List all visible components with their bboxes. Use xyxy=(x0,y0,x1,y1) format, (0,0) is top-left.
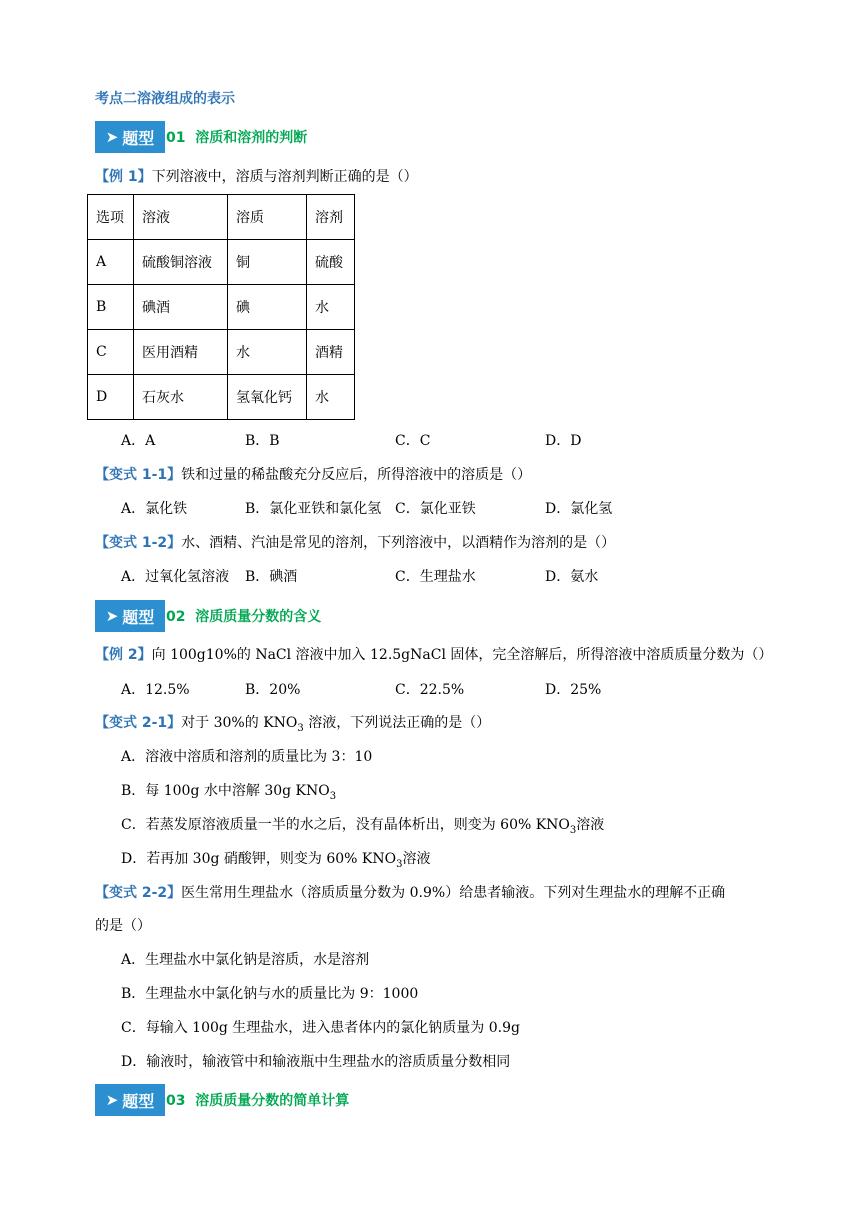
question-stem-continued: 的是（） xyxy=(95,918,151,934)
section-title: 考点二溶液组成的表示 xyxy=(95,91,235,107)
option-d[interactable]: D．25% xyxy=(545,682,602,698)
answer-table xyxy=(87,194,355,420)
arrow-icon: ➤ xyxy=(105,1091,119,1109)
option-c[interactable]: C．若蒸发原溶液质量一半的水之后，没有晶体析出，则变为 60% $KNO_3$溶液 xyxy=(121,817,605,836)
table-cell: D xyxy=(88,375,134,420)
option-d[interactable]: D．D xyxy=(545,433,582,449)
option-b[interactable]: B．生理盐水中氯化钠与水的质量比为 9：1000 xyxy=(121,986,419,1002)
question-stem: 【变式 2-2】医生常用生理盐水（溶质质量分数为 0.9%）给患者输液。下列对生理盐水的理解不正确 xyxy=(95,885,726,901)
question-stem: 【例 1】下列溶液中，溶质与溶剂判断正确的是（） xyxy=(95,169,418,185)
table-row xyxy=(88,375,355,420)
option-b[interactable]: B．氯化亚铁和氯化氢 xyxy=(245,501,382,517)
question-type-badge: ➤ 题型 xyxy=(95,121,165,153)
table-cell: 水 xyxy=(307,375,355,420)
table-cell: 铜 xyxy=(228,240,307,285)
question-stem: 【例 2】向 100g10%的 NaCl 溶液中加入 12.5gNaCl 固体，完全溶解后，所得溶液中溶质质量分数为（） xyxy=(95,647,773,663)
table-cell: A xyxy=(88,240,134,285)
option-a[interactable]: A．溶液中溶质和溶剂的质量比为 3：10 xyxy=(121,749,373,765)
question-stem: 【变式 2-1】对于 30%的 $KNO_3$ 溶液，下列说法正确的是（） xyxy=(95,715,491,734)
table-cell: 硫酸 xyxy=(307,240,355,285)
option-b[interactable]: B．每 100g 水中溶解 30g $KNO_3$ xyxy=(121,783,337,802)
option-d[interactable]: D．输液时，输液管中和输液瓶中生理盐水的溶质质量分数相同 xyxy=(121,1054,511,1070)
table-header-cell: 溶剂 xyxy=(307,195,355,240)
option-a[interactable]: A．12.5% xyxy=(121,682,190,698)
question-type-heading: 03 溶质质量分数的简单计算 xyxy=(166,1093,350,1109)
question-type-heading: 01 溶质和溶剂的判断 xyxy=(166,130,308,146)
option-a[interactable]: A．A xyxy=(121,433,156,449)
table-cell: 硫酸铜溶液 xyxy=(134,240,228,285)
table-header-cell: 溶液 xyxy=(134,195,228,240)
option-d[interactable]: D．若再加 30g 硝酸钾，则变为 60% $KNO_3$溶液 xyxy=(121,851,431,870)
option-b[interactable]: B．20% xyxy=(245,682,301,698)
arrow-icon: ➤ xyxy=(105,607,119,625)
option-c[interactable]: C．C xyxy=(395,433,431,449)
table-header-cell: 选项 xyxy=(88,195,134,240)
table-header-row xyxy=(88,195,355,240)
table-row xyxy=(88,285,355,330)
table-cell: C xyxy=(88,330,134,375)
option-a[interactable]: A．过氧化氢溶液 xyxy=(121,569,230,585)
table-cell: 水 xyxy=(307,285,355,330)
table-row xyxy=(88,240,355,285)
question-stem: 【变式 1-1】铁和过量的稀盐酸充分反应后，所得溶液中的溶质是（） xyxy=(95,467,532,483)
option-b[interactable]: B．B xyxy=(245,433,280,449)
table-header-cell: 溶质 xyxy=(228,195,307,240)
option-c[interactable]: C．22.5% xyxy=(395,682,465,698)
table-cell: 水 xyxy=(228,330,307,375)
option-d[interactable]: D．氯化氢 xyxy=(545,501,613,517)
table-row xyxy=(88,330,355,375)
question-stem: 【变式 1-2】水、酒精、汽油是常见的溶剂，下列溶液中，以酒精作为溶剂的是（） xyxy=(95,535,616,551)
table-cell: 碘 xyxy=(228,285,307,330)
table-cell: 碘酒 xyxy=(134,285,228,330)
table-cell: 石灰水 xyxy=(134,375,228,420)
option-a[interactable]: A．生理盐水中氯化钠是溶质，水是溶剂 xyxy=(121,952,370,968)
table-cell: 酒精 xyxy=(307,330,355,375)
option-a[interactable]: A．氯化铁 xyxy=(121,501,188,517)
table-cell: B xyxy=(88,285,134,330)
option-c[interactable]: C．氯化亚铁 xyxy=(395,501,476,517)
table-cell: 氢氧化钙 xyxy=(228,375,307,420)
question-type-heading: 02 溶质质量分数的含义 xyxy=(166,609,322,625)
option-b[interactable]: B．碘酒 xyxy=(245,569,298,585)
arrow-icon: ➤ xyxy=(105,128,119,146)
option-d[interactable]: D．氨水 xyxy=(545,569,599,585)
option-c[interactable]: C．每输入 100g 生理盐水，进入患者体内的氯化钠质量为 0.9g xyxy=(121,1020,520,1036)
option-c[interactable]: C．生理盐水 xyxy=(395,569,476,585)
question-type-badge: ➤ 题型 xyxy=(95,600,165,632)
table-cell: 医用酒精 xyxy=(134,330,228,375)
question-type-badge: ➤ 题型 xyxy=(95,1084,165,1116)
